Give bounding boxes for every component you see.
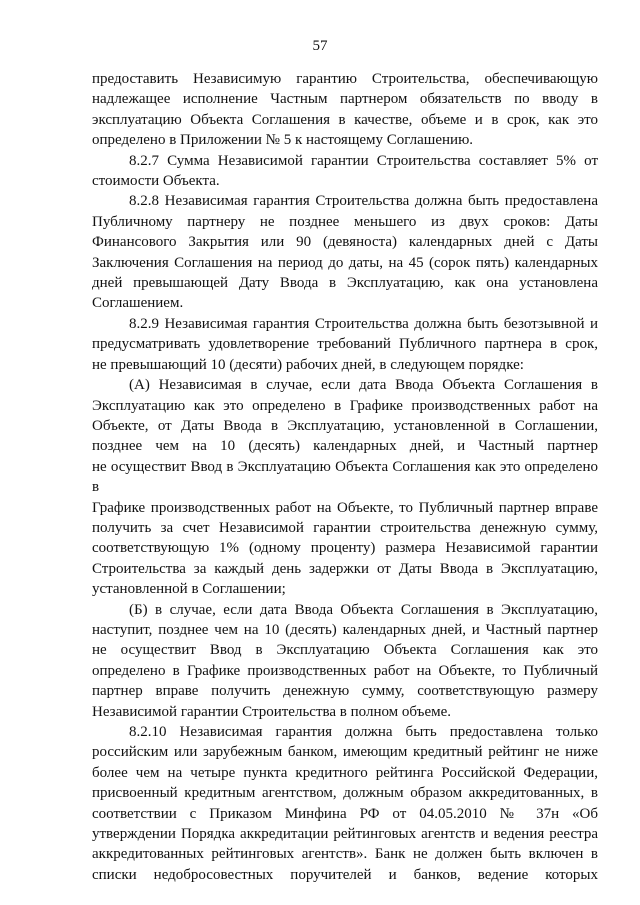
body-line: эксплуатацию Объекта Соглашения в качестве, объеме и в срок, как это	[92, 111, 598, 128]
body-line: определено в Приложении № 5 к настоящему Соглашению.	[92, 132, 474, 149]
body-line: партнер вправе получить денежную сумму, соответствующую размеру	[92, 683, 598, 700]
body-line: позднее чем на 10 (десять) календарных дней, и Частный партнер	[92, 438, 598, 455]
body-line: не осуществит Ввод в Эксплуатацию Объекта Соглашения как это определено в	[92, 458, 598, 496]
body-line: предоставить Независимую гарантию Строительства, обеспечивающую	[92, 71, 598, 87]
body-line: Строительства за каждый день задержки от Даты Ввода в Эксплуатацию,	[92, 560, 598, 577]
body-line: Эксплуатацию как это определено в Графике производственных работ на	[92, 397, 598, 414]
body-line: аккредитованных рейтинговых агентств». Банк не должен быть включен в	[92, 846, 598, 863]
body-line: получить за счет Независимой гарантии строительства денежную сумму,	[92, 519, 598, 536]
subclause-b: (Б) в случае, если дата Ввода Объекта Соглашения в Эксплуатацию,	[129, 601, 598, 618]
body-line: Соглашением.	[92, 295, 184, 312]
body-line: Финансового Закрытия или 90 (девяноста) календарных дней с Даты	[92, 234, 598, 251]
subclause-a: (А) Независимая в случае, если дата Ввода Объекта Соглашения в	[129, 377, 598, 394]
clause-8-2-10: 8.2.10 Независимая гарантия должна быть предоставлена только	[129, 724, 598, 740]
body-line: не превышающий 10 (десяти) рабочих дней, в следующем порядке:	[92, 356, 524, 373]
body-line: присвоенный кредитным агентством, должным образом аккредитованных, в	[92, 785, 598, 802]
body-line: Заключения Соглашения на период до даты, на 45 (сорок пять) календарных	[92, 254, 598, 271]
clause-8-2-8: 8.2.8 Независимая гарантия Строительства должна быть предоставлена	[129, 193, 598, 210]
document-body	[92, 69, 598, 885]
body-line: утверждении Порядка аккредитации рейтинговых агентств и ведения реестра	[92, 826, 598, 843]
body-line: списки недобросовестных поручителей и банков, ведение которых	[92, 866, 598, 883]
body-line: более чем на четыре пункта кредитного рейтинга Российской Федерации,	[92, 764, 598, 781]
body-line: российским или зарубежным банком, имеющим кредитный рейтинг не ниже	[92, 744, 598, 761]
body-line: соответствующую 1% (одному проценту) размера Независимой гарантии	[92, 540, 598, 557]
body-line: дней превышающей Дату Ввода в Эксплуатацию, как она установлена	[92, 275, 598, 292]
page-number: 57	[312, 38, 328, 54]
body-line: установленной в Соглашении;	[92, 581, 286, 598]
body-line: надлежащее исполнение Частным партнером обязательств по вводу в	[92, 91, 598, 108]
body-line: определено в Графике производственных работ на Объекте, то Публичный	[92, 662, 598, 679]
clause-8-2-7: 8.2.7 Сумма Независимой гарантии Строительства составляет 5% от	[129, 152, 598, 169]
body-line: наступит, позднее чем на 10 (десять) календарных дней, и Частный партнер	[92, 621, 598, 638]
clause-8-2-9: 8.2.9 Независимая гарантия Строительства должна быть безотзывной и	[129, 315, 598, 332]
body-line: соответствии с Приказом Минфина РФ от 04.05.2010 № 37н «Об	[92, 805, 598, 822]
body-line: Публичному партнеру не позднее меньшего из двух сроков: Даты	[92, 213, 598, 230]
body-line: Графике производственных работ на Объекте, то Публичный партнер вправе	[92, 499, 598, 516]
body-line: Объекте, от Даты Ввода в Эксплуатацию, установленной в Соглашении,	[92, 417, 598, 434]
body-line: предусматривать удовлетворение требований Публичного партнера в срок,	[92, 336, 598, 353]
body-line: стоимости Объекта.	[92, 173, 220, 190]
body-line: Независимой гарантии Строительства в полном объеме.	[92, 703, 451, 720]
body-line: не осуществит Ввод в Эксплуатацию Объекта Соглашения как это	[92, 642, 598, 659]
